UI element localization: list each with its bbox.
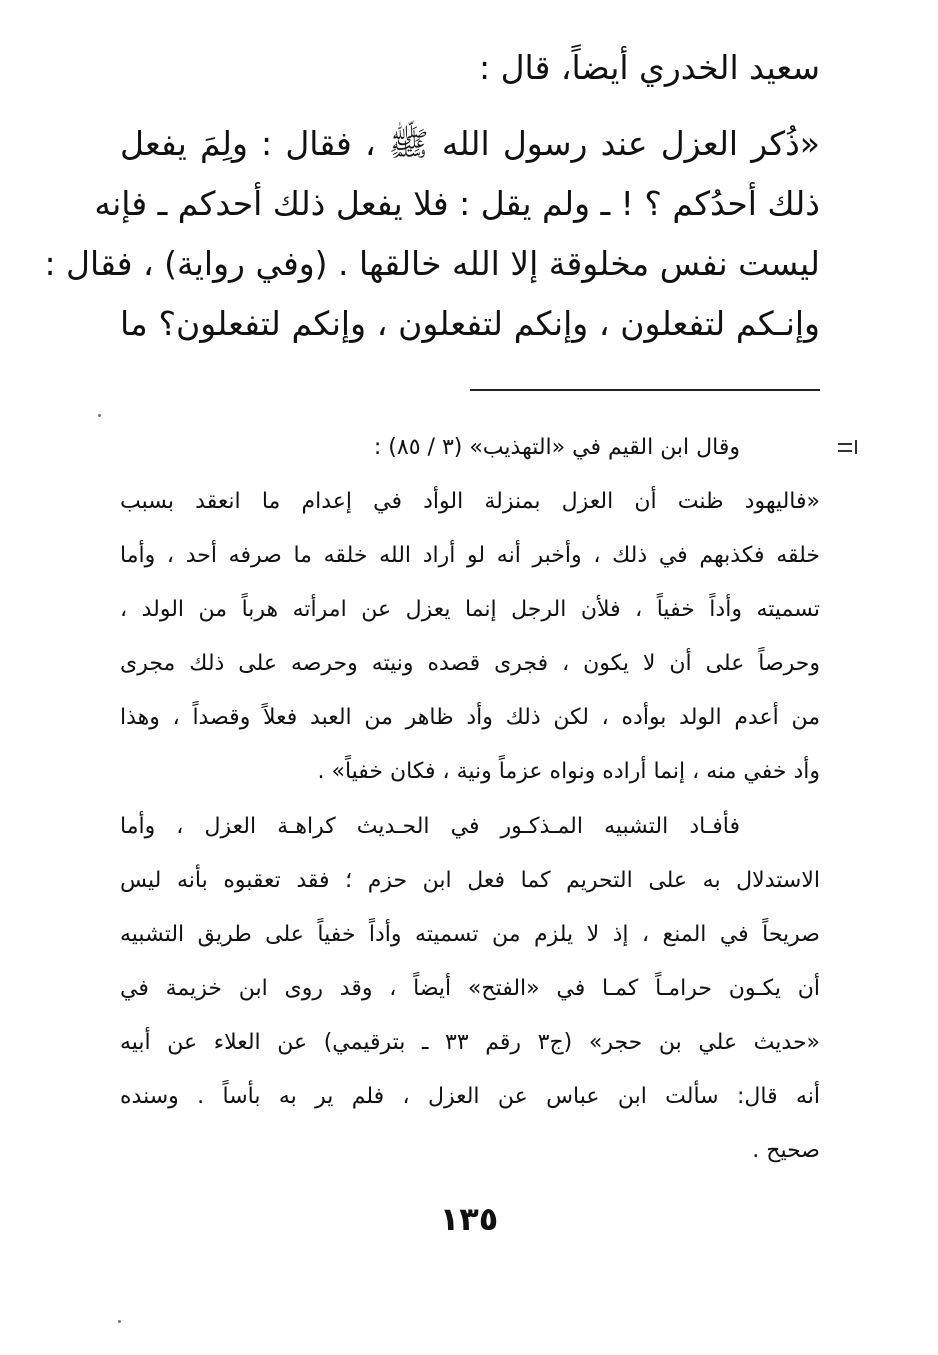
footnote-line: فأفـاد التشبيه المـذكـور في الحـديث كراهـة العزل ، وأما — [120, 814, 740, 839]
footnote-separator — [470, 389, 820, 391]
footnote-line: أن يكـون حرامـاً كمـا في «الفتح» أيضاً ، وقد روى ابن خزيمة في — [120, 976, 820, 1001]
footnote-line: وقال ابن القيم في «التهذيب» (٣ / ٨٥) : — [373, 435, 740, 460]
footnote-line: صريحاً في المنع ، إذ لا يلزم من تسميته وأداً خفياً على طريق التشبيه — [120, 922, 820, 947]
page-number: ١٣٥ — [439, 1200, 499, 1238]
footnote-line: وأد خفي منه ، إنما أراده ونواه عزماً ونية ، فكان خفياً» . — [317, 759, 820, 784]
scan-speck — [98, 414, 101, 417]
footnote-line: «حديث علي بن حجر» (ج٣ رقم ٣٣ ـ بترقيمي) عن العلاء عن أبيه — [120, 1030, 820, 1055]
hadith-line: ذلك أحدُكم ؟ ! ـ ولم يقل : فلا يفعل ذلك أحدكم ـ فإنه — [94, 184, 820, 223]
footnote-line: الاستدلال به على التحريم كما فعل ابن حزم ؛ فقد تعقبوه بأنه ليس — [120, 868, 820, 893]
footnote-line: تسميته وأداً خفياً ، فلأن الرجل إنما يعزل عن امرأته هرباً من الولد ، — [120, 597, 820, 622]
footnote-line: «فاليهود ظنت أن العزل بمنزلة الوأد في إعدام ما انعقد بسبب — [120, 489, 820, 514]
hadith-line: «ذُكر العزل عند رسول الله ﷺ ، فقال : ولِمَ يفعل — [120, 124, 820, 163]
continuation-line: سعيد الخدري أيضاً، قال : — [478, 48, 820, 87]
footnote-line: من أعدم الولد بوأده ، لكن ذلك وأد ظاهر من العبد فعلاً وقصداً ، وهذا — [120, 705, 820, 730]
footnote-line: صحيح . — [752, 1138, 820, 1163]
hadith-text — [44, 114, 820, 354]
footnote-line: وحرصاً على أن لا يكون ، فجرى قصده ونيته وحرصه على ذلك مجرى — [120, 651, 820, 676]
scan-speck — [118, 1320, 121, 1323]
footnote-line: أنه قال: سألت ابن عباس عن العزل ، فلم ير به بأساً . وسنده — [120, 1084, 820, 1109]
footnote-commentary — [120, 800, 820, 1178]
hadith-line: وإنـكم لتفعلون ، وإنكم لتفعلون ، وإنكم لتفعلون؟ ما — [120, 304, 820, 343]
continuation-mark-icon — [838, 440, 860, 458]
footnote-quote — [120, 421, 820, 799]
hadith-line: ليست نفس مخلوقة إلا الله خالقها . (وفي رواية) ، فقال : — [44, 244, 820, 283]
footnote-line: خلقه فكذبهم في ذلك ، وأخبر أنه لو أراد الله خلقه ما صرفه أحد ، وأما — [120, 543, 820, 568]
